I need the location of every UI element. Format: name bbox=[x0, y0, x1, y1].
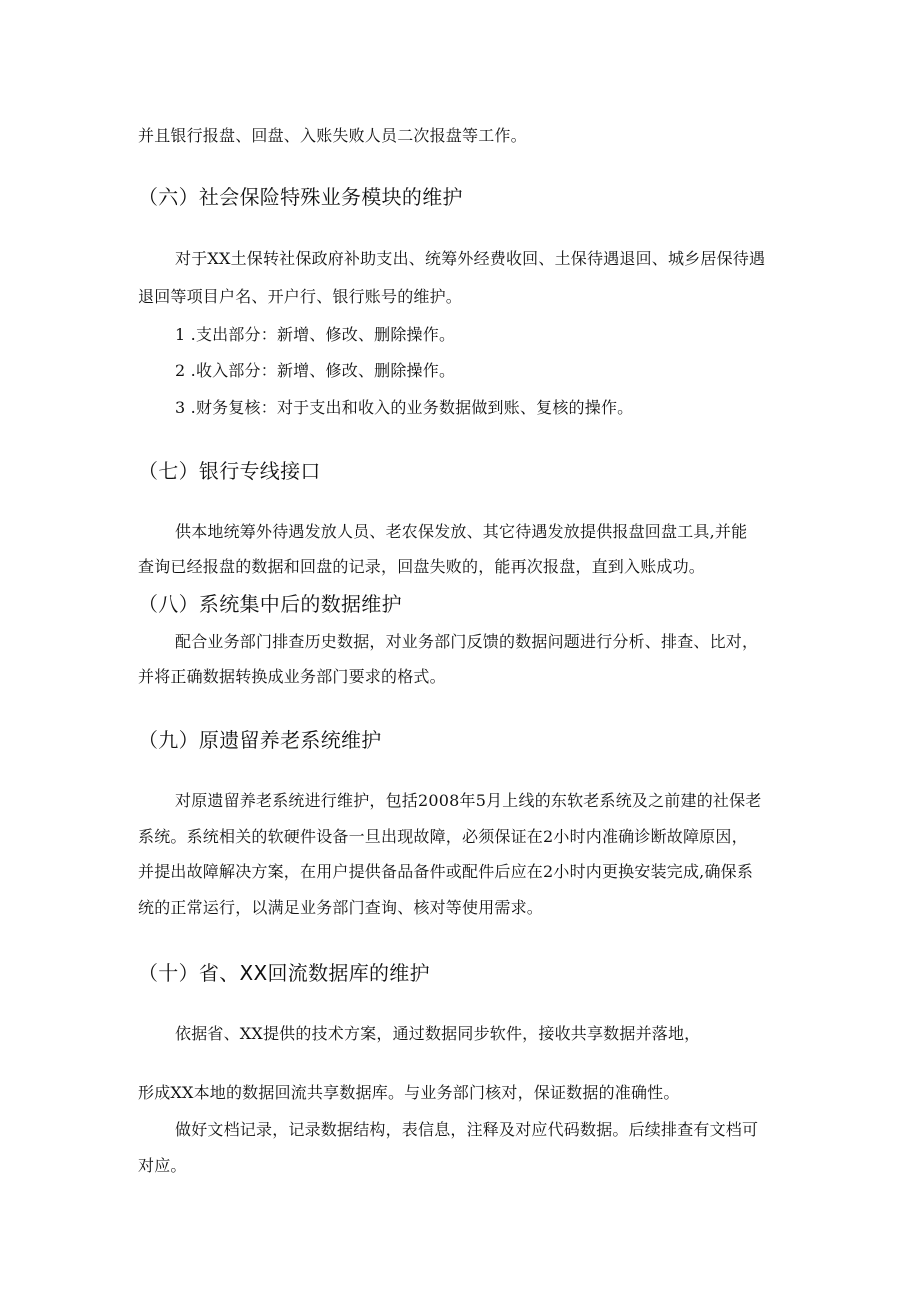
section-9-para-line-1: 对原遗留养老系统进行维护，包括2008年5月上线的东软老系统及之前建的社保老 bbox=[175, 791, 762, 810]
section-10-para-1: 依据省、XX提供的技术方案，通过数据同步软件，接收共享数据并落地， bbox=[175, 1024, 701, 1043]
section-6-list-item-2: 2 .收入部分：新增、修改、删除操作。 bbox=[175, 361, 456, 380]
section-10-heading: （十）省、XX回流数据库的维护 bbox=[138, 961, 430, 985]
section-7-para-line-2: 查询已经报盘的数据和回盘的记录，回盘失败的，能再次报盘，直到入账成功。 bbox=[138, 557, 706, 576]
section-9-para-line-2: 系统。系统相关的软硬件设备一旦出现故障，必须保证在2小时内准确诊断故障原因， bbox=[138, 827, 748, 846]
section-10-para-2: 形成XX本地的数据回流共享数据库。与业务部门核对，保证数据的准确性。 bbox=[138, 1083, 680, 1102]
section-9-para-line-3: 并提出故障解决方案，在用户提供备品备件或配件后应在2小时内更换安装完成,确保系 bbox=[138, 862, 754, 881]
section-9-para-line-4: 统的正常运行，以满足业务部门查询、核对等使用需求。 bbox=[138, 898, 544, 917]
section-6-heading: （六）社会保险特殊业务模块的维护 bbox=[138, 185, 463, 209]
section-10-para-3-line-1: 做好文档记录，记录数据结构，表信息，注释及对应代码数据。后续排查有文档可 bbox=[175, 1120, 759, 1139]
section-6-para-line-2: 退回等项目户名、开户行、银行账号的维护。 bbox=[138, 287, 463, 306]
section-7-heading: （七）银行专线接口 bbox=[138, 459, 321, 483]
section-8-para-line-1: 配合业务部门排查历史数据，对业务部门反馈的数据问题进行分析、排查、比对， bbox=[175, 632, 759, 651]
section-7-para-line-1: 供本地统筹外待遇发放人员、老农保发放、其它待遇发放提供报盘回盘工具,并能 bbox=[175, 522, 748, 541]
section-8-heading: （八）系统集中后的数据维护 bbox=[138, 592, 402, 616]
section-6-list-item-1: 1 .支出部分：新增、修改、删除操作。 bbox=[175, 325, 456, 344]
section-6-para-line-1: 对于XX土保转社保政府补助支出、统筹外经费收回、土保待遇退回、城乡居保待遇 bbox=[175, 249, 766, 268]
section-8-para-line-2: 并将正确数据转换成业务部门要求的格式。 bbox=[138, 667, 446, 686]
section-10-para-3-line-2: 对应。 bbox=[138, 1156, 187, 1175]
section-6-list-item-3: 3 .财务复核：对于支出和收入的业务数据做到账、复核的操作。 bbox=[175, 398, 634, 417]
section-9-heading: （九）原遗留养老系统维护 bbox=[138, 728, 382, 752]
intro-tail-line: 并且银行报盘、回盘、入账失败人员二次报盘等工作。 bbox=[138, 126, 527, 145]
